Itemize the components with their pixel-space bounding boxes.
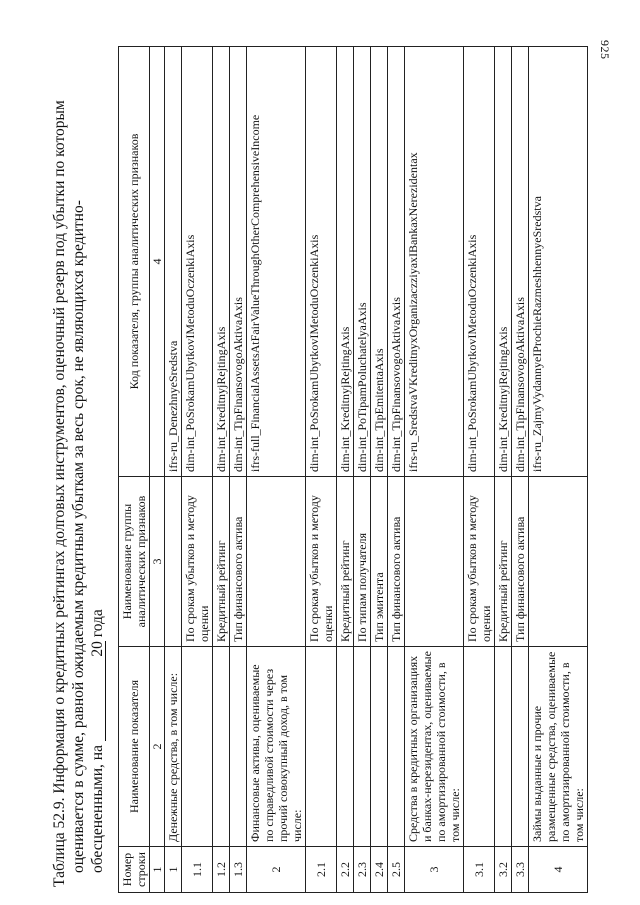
group-name-cell: По срокам убытков и методу оценки: [306, 477, 337, 647]
code-cell: dim-int_TipEmitentaAxis: [371, 47, 388, 477]
header-indicator-name: Наименование показателя: [119, 647, 150, 847]
group-name-cell: По типам получателя: [354, 477, 371, 647]
group-name-cell: [405, 477, 464, 647]
table-row: [371, 47, 388, 893]
row-number-cell: 2.4: [371, 847, 388, 893]
indicator-name-cell: Денежные средства, в том числе:: [165, 647, 182, 847]
group-name-cell: По срокам убытков и методу оценки: [182, 477, 213, 647]
indicator-name-cell: [213, 647, 230, 847]
code-cell: dim-int_KreditnyjRejtingAxis: [337, 47, 354, 477]
indicator-name-cell: [337, 647, 354, 847]
code-cell: dim-int_KreditnyjRejtingAxis: [213, 47, 230, 477]
page-inner: [0, 30, 586, 905]
table-row: [464, 47, 495, 893]
code-cell: ifrs-ru_SredstvaVKreditnyxOrganizaczziyaxIBankaxNerezidentax: [405, 47, 464, 477]
table-row: [388, 47, 405, 893]
row-number-cell: 2: [247, 847, 306, 893]
row-number-cell: 1: [165, 847, 182, 893]
group-name-cell: [529, 477, 588, 647]
column-numbers-row: [150, 47, 165, 893]
group-name-cell: Тип эмитента: [371, 477, 388, 647]
table-row: [512, 47, 529, 893]
table-row: [213, 47, 230, 893]
indicator-name-cell: [464, 647, 495, 847]
code-cell: dim-int_PoSrokamUbytkovIMetoduOczenkiAxis: [464, 47, 495, 477]
credit-rating-table: [118, 46, 588, 893]
row-number-cell: 3: [405, 847, 464, 893]
indicator-name-cell: Финансовые активы, оцениваемые по справедливой стоимости через прочий совокупный доход, в том числе:: [247, 647, 306, 847]
table-row: [182, 47, 213, 893]
row-number-cell: 2.2: [337, 847, 354, 893]
row-number-cell: 3.2: [495, 847, 512, 893]
group-name-cell: По срокам убытков и методу оценки: [464, 477, 495, 647]
indicator-name-cell: [182, 647, 213, 847]
row-number-cell: 2.5: [388, 847, 405, 893]
code-cell: ifrs-ru_ZajmyVydannyeIProchieRazmeshhennyeSredstva: [529, 47, 588, 477]
group-name-cell: Кредитный рейтинг: [337, 477, 354, 647]
table-row: [495, 47, 512, 893]
row-number-cell: 2.3: [354, 847, 371, 893]
group-name-cell: Тип финансового актива: [230, 477, 247, 647]
table-row: [306, 47, 337, 893]
caption-line-2: оценивается в сумме, равной ожидаемым кредитным убыткам за весь срок, не являющихся кредитно-: [70, 200, 87, 873]
code-cell: dim-int_KreditnyjRejtingAxis: [495, 47, 512, 477]
row-number-cell: 1.1: [182, 847, 213, 893]
column-number: 2: [150, 647, 165, 847]
code-cell: dim-int_TipFinansovogoAktivaAxis: [388, 47, 405, 477]
caption-date-suffix: года: [89, 609, 106, 638]
code-cell: dim-int_TipFinansovogoAktivaAxis: [512, 47, 529, 477]
code-cell: dim-int_TipFinansovogoAktivaAxis: [230, 47, 247, 477]
code-cell: dim-int_PoTipamPoluchatelyaAxis: [354, 47, 371, 477]
indicator-name-cell: Займы выданные и прочие размещенные средства, оцениваемые по амортизированной стоимости, в том числе:: [529, 647, 588, 847]
indicator-name-cell: [512, 647, 529, 847]
indicator-name-cell: [230, 647, 247, 847]
indicator-name-cell: [354, 647, 371, 847]
group-name-cell: [165, 477, 182, 647]
table-row: [354, 47, 371, 893]
caption-line-1: Таблица 52.9. Информация о кредитных рейтингах долговых инструментов, оценочный резерв под убытки по которым: [51, 100, 68, 887]
indicator-name-cell: Средства в кредитных организациях и банках-нерезидентах, оцениваемые по амортизированной стоимости, в том числе:: [405, 647, 464, 847]
table-row: [247, 47, 306, 893]
table-row: [405, 47, 464, 893]
table-header-row: [119, 47, 150, 893]
table-row: [337, 47, 354, 893]
table-body: [165, 47, 588, 893]
header-group-name: Наименование группы аналитических признаков: [119, 477, 150, 647]
header-row-number: Номер строки: [119, 847, 150, 893]
code-cell: dim-int_PoSrokamUbytkovIMetoduOczenkiAxis: [182, 47, 213, 477]
code-cell: ifrs-full_FinancialAssetsAtFairValueThroughOtherComprehensiveIncome: [247, 47, 306, 477]
column-number: 4: [150, 47, 165, 477]
column-number: 1: [150, 847, 165, 893]
header-code: Код показателя, группы аналитических признаков: [119, 47, 150, 477]
row-number-cell: 3.3: [512, 847, 529, 893]
table-row: [529, 47, 588, 893]
table-caption: [50, 47, 107, 887]
page-number: 925: [598, 40, 612, 60]
group-name-cell: Тип финансового актива: [388, 477, 405, 647]
table-row: [230, 47, 247, 893]
group-name-cell: [247, 477, 306, 647]
row-number-cell: 3.1: [464, 847, 495, 893]
row-number-cell: 4: [529, 847, 588, 893]
indicator-name-cell: [388, 647, 405, 847]
row-number-cell: 2.1: [306, 847, 337, 893]
group-name-cell: Кредитный рейтинг: [213, 477, 230, 647]
code-cell: ifrs-ru_DenezhnyeSredstva: [165, 47, 182, 477]
row-number-cell: 1.3: [230, 847, 247, 893]
rotated-page-content: [0, 30, 586, 905]
table-row: [165, 47, 182, 893]
group-name-cell: Тип финансового актива: [512, 477, 529, 647]
column-number: 3: [150, 477, 165, 647]
date-blank-field: 20: [90, 641, 106, 741]
row-number-cell: 1.2: [213, 847, 230, 893]
indicator-name-cell: [306, 647, 337, 847]
caption-line-3: [88, 47, 107, 887]
caption-date-prefix: обесцененными, на: [89, 745, 106, 873]
code-cell: dim-int_PoSrokamUbytkovIMetoduOczenkiAxis: [306, 47, 337, 477]
indicator-name-cell: [371, 647, 388, 847]
indicator-name-cell: [495, 647, 512, 847]
group-name-cell: Кредитный рейтинг: [495, 477, 512, 647]
